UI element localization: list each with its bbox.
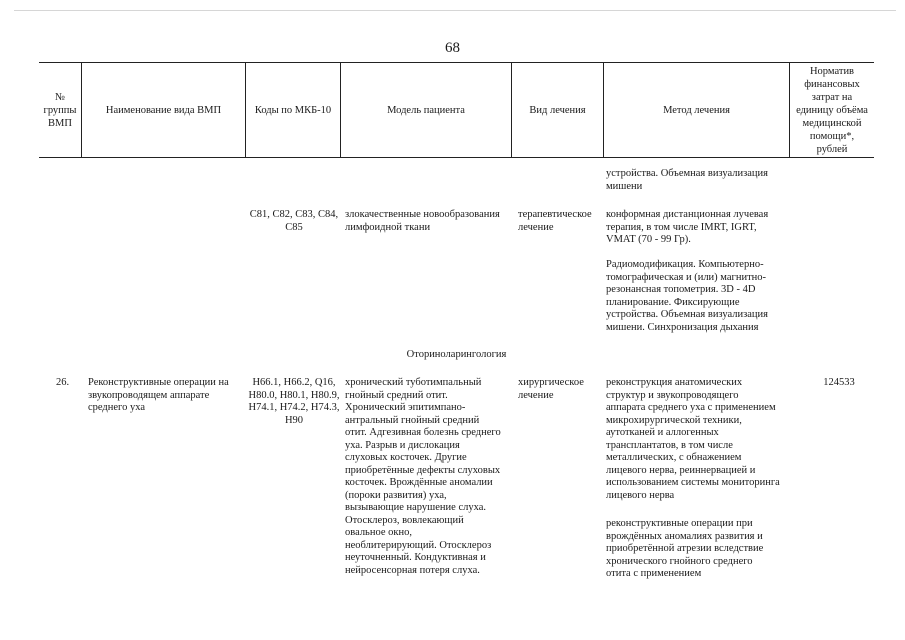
patient-model-cell: хронический туботимпальный гнойный средний отит. Хронический эпитимпано- антральный гнойный средний отит. Адгезивная болезнь среднего уха. Разрыв и дислокация слуховых косточек. Другие приобретённые дефекты слуховых косточек. Врождённые аномалии (пороки развития) уха, вызывающие нарушение слуха. Отосклероз, вовлекающий овальное окно, необлитерирующий. Отосклероз неуточненный. Кондуктивная и нейросенсорная потеря слуха. [345,377,501,576]
method-cell: реконструктивные операции при врождённых аномалиях развития и приобретённой атрезии вследствие хронического гнойного среднего отита с применением [606,518,764,579]
header-patient-model: Модель пациента [387,104,465,116]
header-icd-codes: Коды по МКБ-10 [254,104,332,116]
treatment-type-cell: хирургическое лечение [518,377,584,401]
icd-codes-cell: C81, C82, C83, C84, C85 [249,209,339,233]
header-treatment-type: Вид лечения [529,104,586,116]
patient-model-cell: злокачественные новообразования лимфоидной ткани [345,209,500,233]
scan-edge-line [14,10,896,11]
method-cell: реконструкция анатомических структур и звукопроводящего аппарата среднего уха с применением микрохирургической техники, аутотканей и аллогенных трансплантатов, в том числе металлических, с обнажением лицевого нерва, реиннервацией и использованием системы мониторинга лицевого нерва [606,377,780,501]
group-number-cell: 26. [56,377,70,388]
table-header [39,62,874,158]
header-treatment-method: Метод лечения [663,104,730,116]
icd-codes-cell: H66.1, H66.2, Q16, H80.0, H80.1, H80.9, H74.1, H74.2, H74.3, H90 [248,377,340,426]
header-vmp-name: Наименование вида ВМП [105,104,222,116]
method-cell: Радиомодификация. Компьютерно- томографическая и (или) магнитно- резонансная топометрия. 3D - 4D планирование. Фиксирующие устройства. Объемная визуализация мишени. Синхронизация дыхания [606,259,768,333]
page-number: 68 [445,40,460,56]
header-group-number: № группы ВМП [43,91,77,129]
header-cost-norm: Норматив финансовых затрат на единицу объёма медицинской помощи*, рублей [796,65,868,155]
treatment-type-cell: терапевтическое лечение [518,209,592,233]
section-title: Оториноларингология [406,349,507,360]
cost-norm-cell: 124533 [823,377,855,388]
method-cell: устройства. Объемная визуализация мишени [606,168,768,192]
vmp-name-cell: Реконструктивные операции на звукопроводящем аппарате среднего уха [88,377,229,413]
method-cell: конформная дистанционная лучевая терапия, в том числе IMRT, IGRT, VMAT (70 - 99 Гр). [606,209,769,245]
